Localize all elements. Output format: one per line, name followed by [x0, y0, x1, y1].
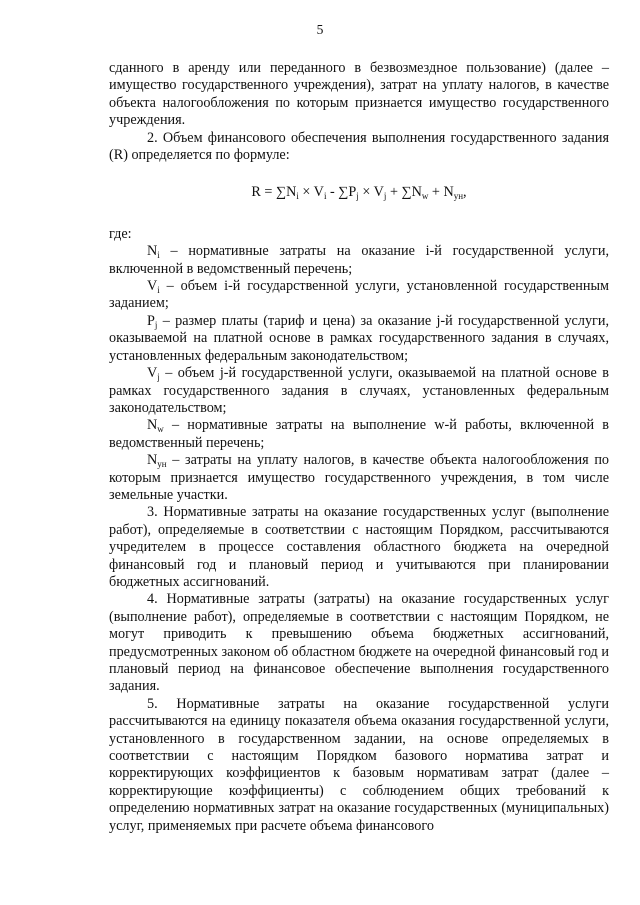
- formula-part: - ∑P: [326, 184, 357, 201]
- definition-subscript: w: [157, 424, 164, 435]
- formula-part: R = ∑N: [251, 184, 297, 201]
- formula-part: ,: [463, 184, 467, 201]
- definition-text: – размер платы (тариф и цена) за оказание j-й государственной услуги, оказываемой на платной основе в рамках государственного задания в случаях, установленных федеральным законодательством;: [109, 312, 609, 364]
- formula-sub: i: [323, 191, 327, 202]
- definition-subscript: ун: [157, 459, 167, 470]
- definition-vi: [109, 278, 609, 313]
- definition-subscript: i: [157, 250, 160, 261]
- intro-paragraph: сданного в аренду или переданного в безвозмездное пользование) (далее – имущество государственного учреждения), затрат на уплату налогов, в качестве объекта налогообложения по которым признается имущество государственного учреждения.: [109, 60, 609, 129]
- definition-text: – объем i-й государственной услуги, установленной государственным заданием;: [109, 278, 609, 312]
- definition-symbol: N: [147, 417, 158, 434]
- formula-part: + ∑N: [386, 184, 422, 201]
- formula-sub: j: [356, 191, 359, 202]
- formula-part: × V: [298, 184, 324, 201]
- where-label: где:: [109, 225, 132, 242]
- definition-symbol: V: [147, 365, 158, 382]
- definition-nw: [109, 417, 609, 452]
- formula-part: + N: [428, 184, 454, 201]
- formula-part: × V: [358, 184, 384, 201]
- definition-subscript: j: [157, 372, 160, 383]
- definition-text: – нормативные затраты на выполнение w-й работы, включенной в ведомственный перечень;: [109, 417, 609, 451]
- definition-nun: [109, 452, 609, 504]
- formula-sub: w: [421, 191, 429, 202]
- definition-text: – объем j-й государственной услуги, оказываемой на платной основе в рамках государственного задания в случаях, установленных федеральным законодательством;: [109, 365, 609, 416]
- formula-sub: i: [296, 191, 299, 202]
- definition-symbol: P: [147, 312, 155, 329]
- definition-vj: [109, 365, 609, 417]
- page-number: 5: [316, 22, 324, 37]
- definition-subscript: j: [154, 319, 158, 330]
- item-2-paragraph: 2. Объем финансового обеспечения выполнения государственного задания (R) определяется по формуле:: [109, 129, 609, 164]
- definition-symbol: V: [147, 278, 158, 295]
- definition-ni: [109, 243, 609, 278]
- definition-text: – нормативные затраты на оказание i-й государственной услуги, включенной в ведомственный перечень;: [109, 243, 609, 277]
- formula-sub: j: [383, 191, 387, 202]
- formula-sub: ун: [453, 191, 464, 202]
- definition-text: – затраты на уплату налогов, в качестве объекта налогообложения по которым признается имущество государственного учреждения, в том числе земельные участки.: [109, 452, 609, 503]
- definition-pj: [109, 313, 609, 365]
- definition-symbol: N: [147, 452, 158, 469]
- definition-subscript: i: [157, 285, 160, 296]
- item-4-paragraph: 4. Нормативные затраты (затраты) на оказание государственных услуг (выполнение работ), определяемые в соответствии с настоящим Порядком, не могут приводить к превышению объема бюджетных ассигнований, предусмотренных законом об областном бюджете на очередной финансовый год и плановый период на финансовое обеспечение выполнения государственного задания.: [109, 591, 609, 695]
- item-3-paragraph: 3. Нормативные затраты на оказание государственных услуг (выполнение работ), определяемые в соответствии с настоящим Порядком, рассчитываются учредителем в процессе составления областного бюджета на очередной финансовый год и плановый период и учитываются при планировании бюджетных ассигнований.: [109, 504, 609, 590]
- document-body: [109, 60, 609, 835]
- formula: [109, 184, 609, 201]
- definition-symbol: N: [147, 243, 158, 260]
- item-5-paragraph: 5. Нормативные затраты на оказание государственной услуги рассчитываются на единицу показателя объема оказания государственной услуги, установленного в государственном задании, на основе определяемых в соответствии с настоящим Порядком базового норматива затрат и корректирующих коэффициентов к базовым нормативам затрат (далее – корректирующие коэффициенты) с соблюдением общих требований к определению нормативных затрат на оказание государственных (муниципальных) услуг, применяемых при расчете объема финансового: [109, 695, 609, 834]
